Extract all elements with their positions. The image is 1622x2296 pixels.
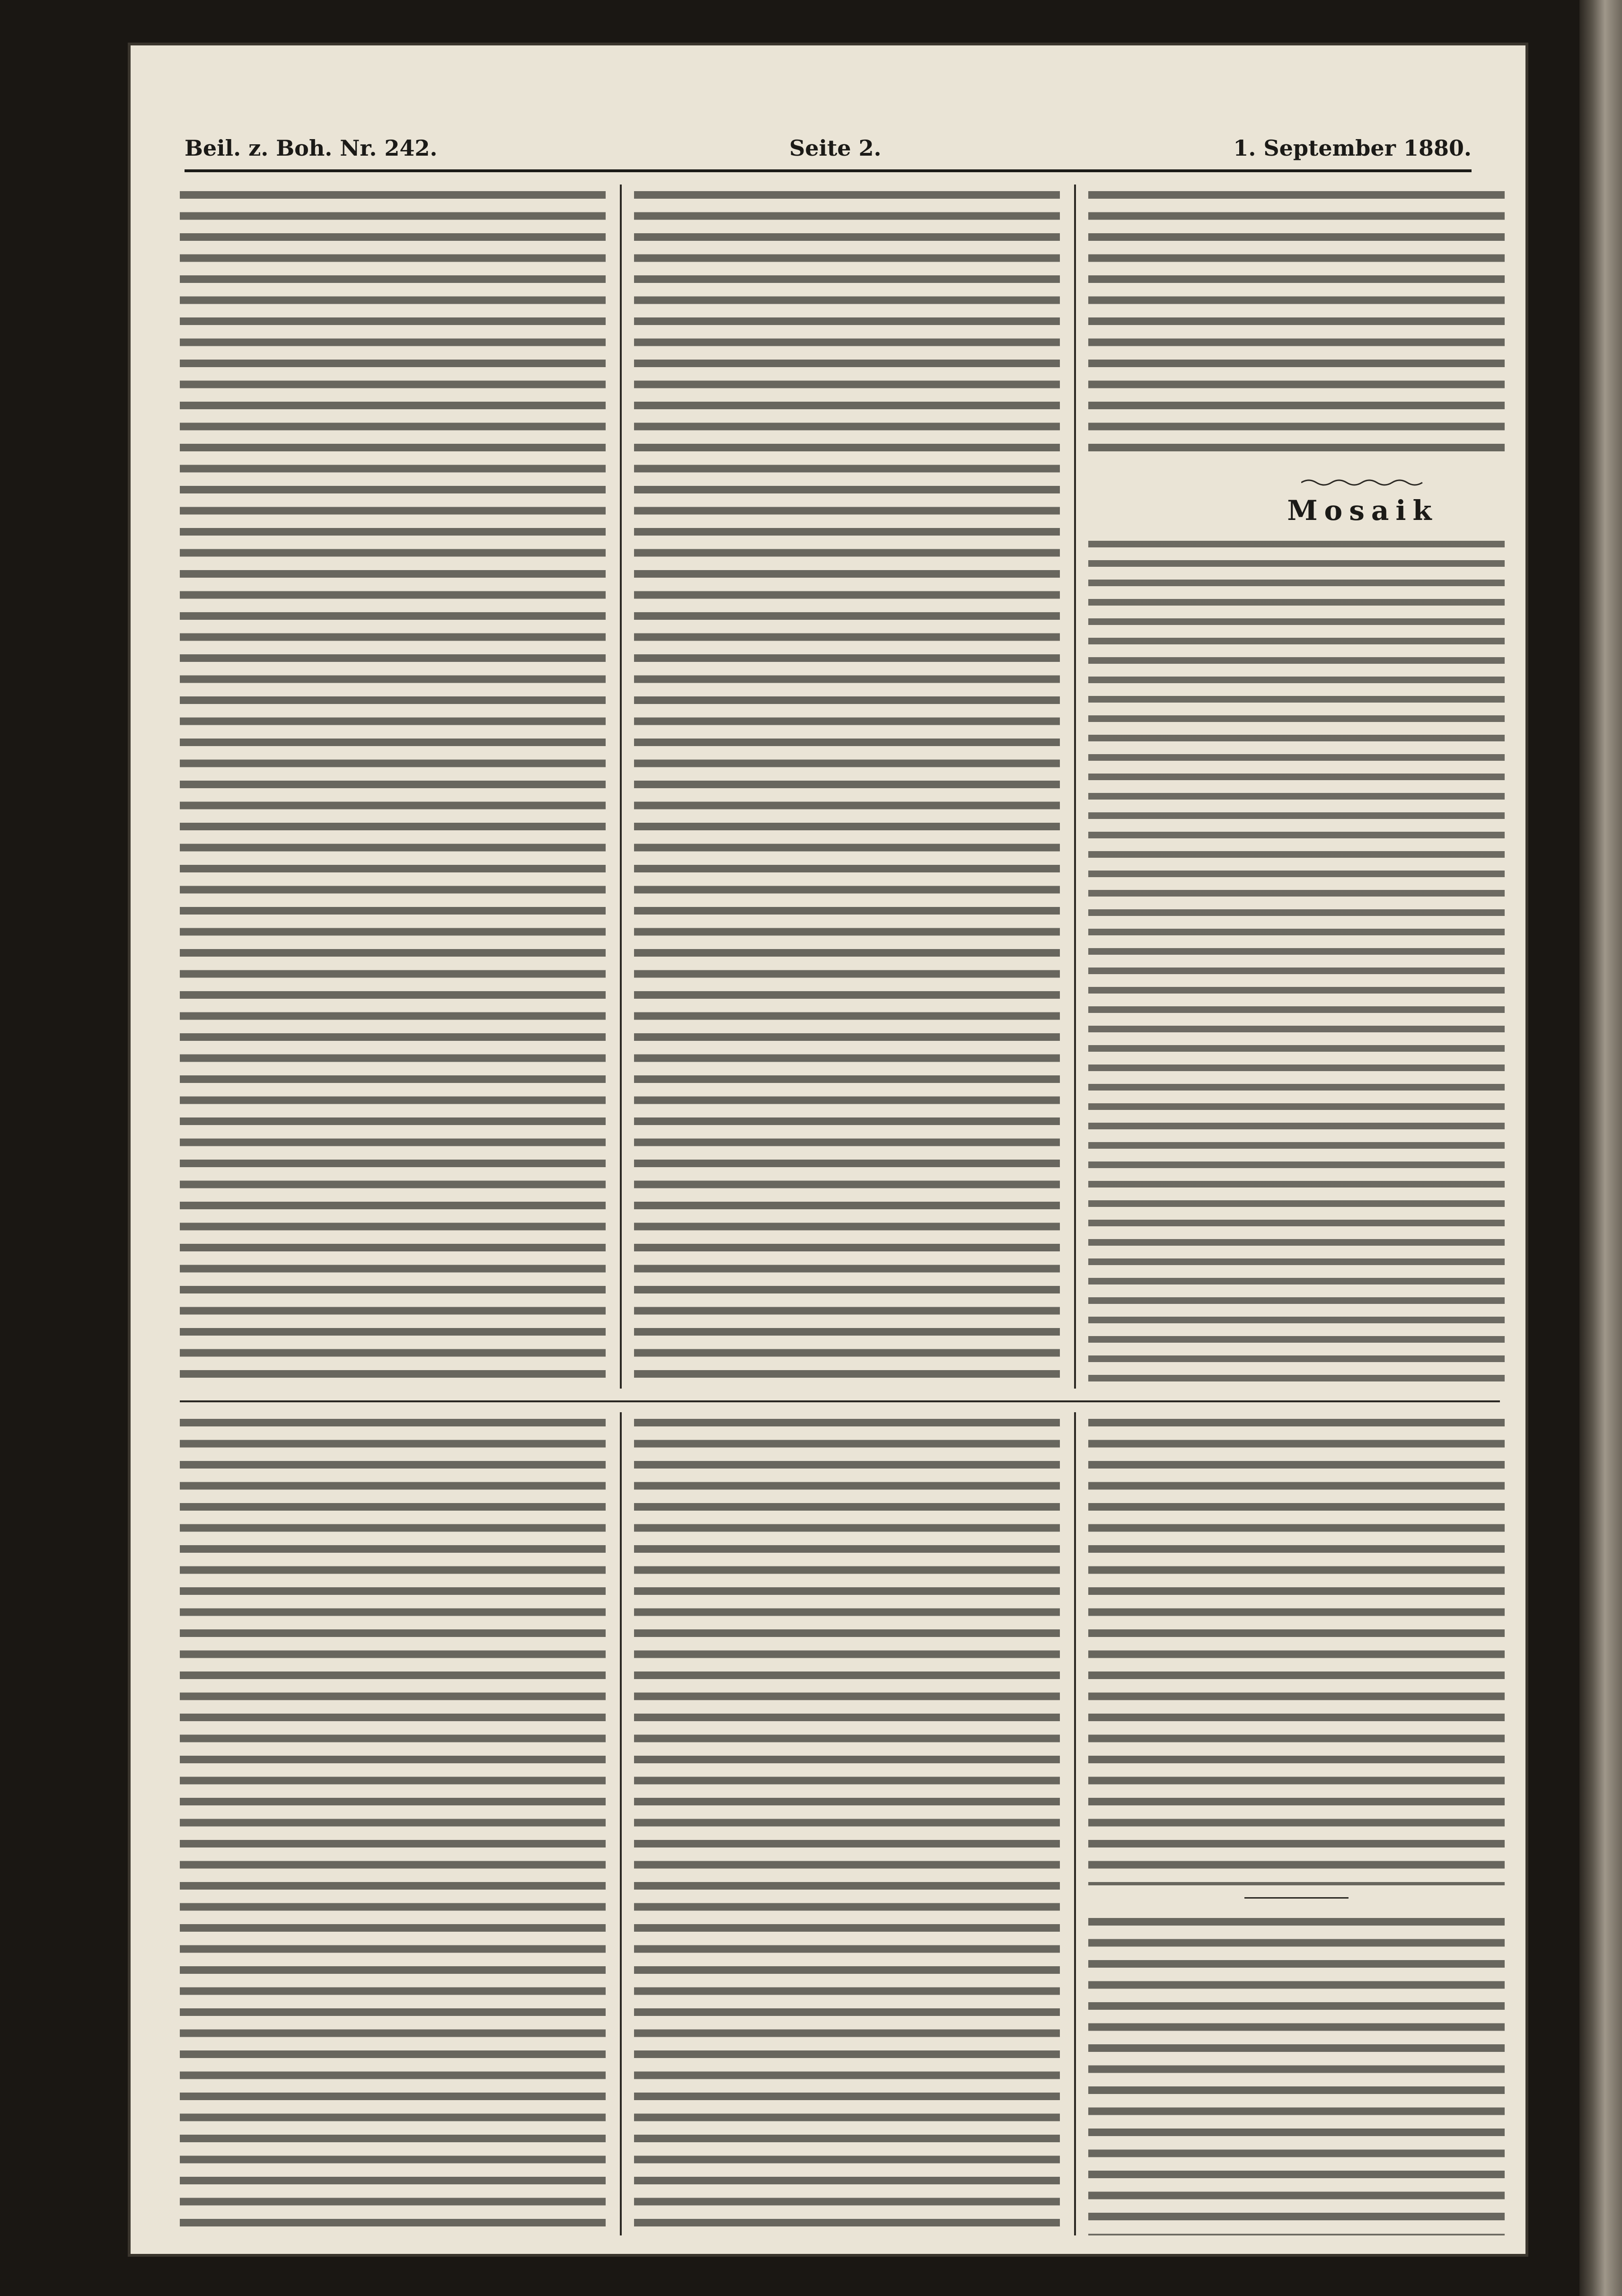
section-divider [180,1400,1500,1402]
lower-column-3-top [1088,1412,1505,1885]
lower-column-3-bottom [1088,1911,1505,2235]
lower-column-2 [634,1412,1060,2235]
lower-column-3-text-continued [1088,1911,1505,2235]
upper-column-3-bottom [1088,535,1505,1389]
column-divider [1074,1412,1076,2235]
mosaik-column-text [1088,535,1505,1389]
header-page-number: Seite 2. [789,135,882,161]
lower-column-3-text [1088,1412,1505,1885]
header-supplement-number: Beil. z. Boh. Nr. 242. [185,135,438,161]
upper-column-3-text [1088,185,1505,459]
column-divider [620,185,622,1389]
header-date: 1. September 1880. [1233,135,1472,161]
story-separator-rule [1244,1897,1349,1899]
adjacent-page-edge [1579,0,1622,2296]
running-header [185,118,1472,161]
column-divider [1074,185,1076,1389]
upper-column-3-top [1088,185,1505,459]
newspaper-page [128,43,1528,2257]
section-ornament [1301,478,1424,487]
column-divider [620,1412,622,2235]
header-rule [185,169,1472,172]
upper-column-1-text [180,185,606,1389]
upper-column-2-text [634,185,1060,1389]
section-title: Mosaik [1287,494,1438,527]
upper-column-1 [180,185,606,1389]
lower-column-1-text [180,1412,606,2235]
lower-column-2-text [634,1412,1060,2235]
upper-column-2 [634,185,1060,1389]
lower-column-1 [180,1412,606,2235]
